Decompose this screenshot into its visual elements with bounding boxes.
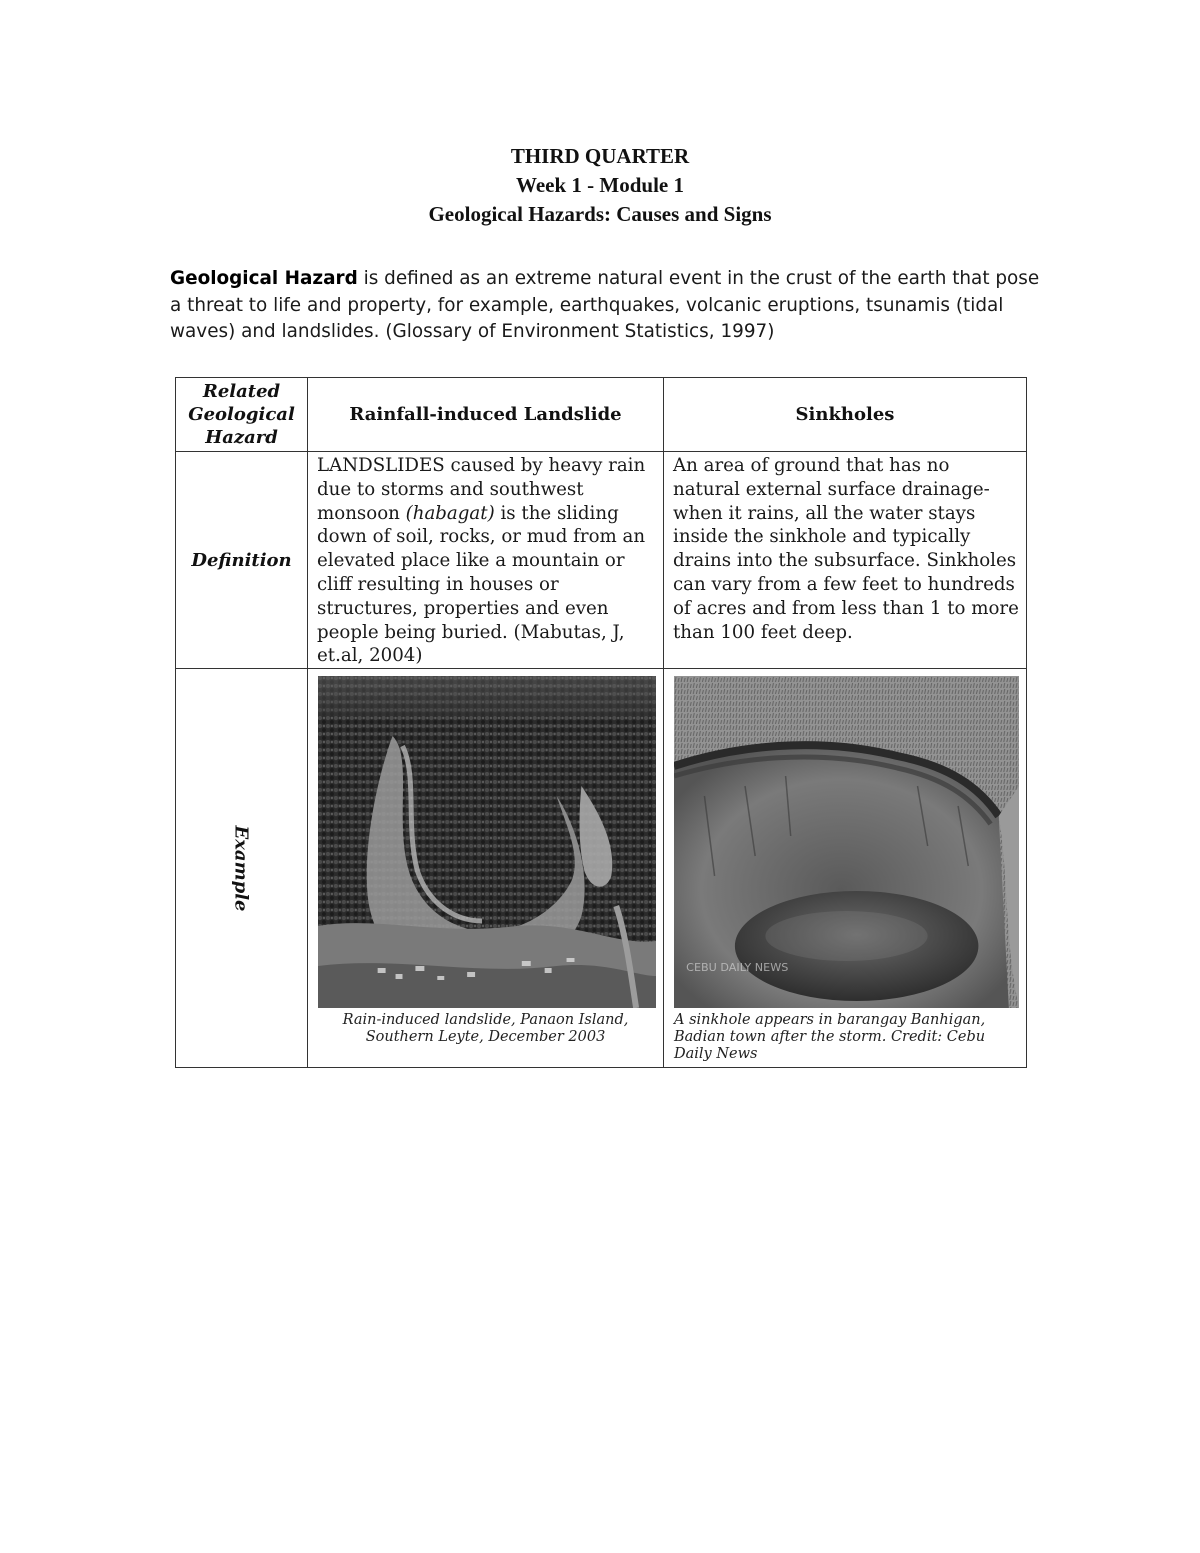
sinkhole-example-cell xyxy=(664,669,1027,1068)
header-sinkholes: Sinkholes xyxy=(664,378,1027,452)
definition-label: Definition xyxy=(176,452,308,669)
header-landslide: Rainfall-induced Landslide xyxy=(308,378,664,452)
hazards-table xyxy=(175,377,1027,1068)
sinkhole-watermark: CEBU DAILY NEWS xyxy=(686,961,789,975)
example-label: Example xyxy=(176,669,308,1068)
sinkhole-definition: An area of ground that has no natural external surface drainage- when it rains, all the water stays inside the sinkhole and typically drains into the subsurface. Sinkholes can vary from a few feet to hundreds of acres and from less than 1 to more than 100 feet deep. xyxy=(664,452,1027,669)
intro-paragraph xyxy=(170,266,1040,346)
landslide-example-cell xyxy=(308,669,664,1068)
definition-row xyxy=(176,452,1027,669)
heading-topic: Geological Hazards: Causes and Signs xyxy=(428,202,772,226)
landslide-caption: Rain-induced landslide, Panaon Island, Southern Leyte, December 2003 xyxy=(342,1012,629,1046)
landslide-photo xyxy=(318,676,656,1008)
table-header-row xyxy=(176,378,1027,452)
sinkhole-caption: A sinkhole appears in barangay Banhigan, Badian town after the storm. Credit: Cebu Daily News xyxy=(674,1012,986,1063)
intro-text: is defined as an extreme natural event in the crust of the earth that pose a threat to life and property, for example, earthquakes, volcanic eruptions, tsunamis (tidal waves) and landslides. (Glossary of Environment Statistics, 1997) xyxy=(170,268,1040,342)
intro-term: Geological Hazard xyxy=(170,268,358,289)
header-related-hazard: Related Geological Hazard xyxy=(176,378,308,452)
sinkhole-photo xyxy=(674,676,1019,1008)
page-heading xyxy=(0,142,1200,229)
landslide-definition: LANDSLIDES caused by heavy rain due to storms and southwest monsoon (habagat) is the sliding down of soil, rocks, or mud from an elevated place like a mountain or cliff resulting in houses or structures, properties and even people being buried. (Mabutas, J, et.al, 2004) xyxy=(308,452,664,669)
heading-quarter: THIRD QUARTER xyxy=(510,144,690,168)
example-row xyxy=(176,669,1027,1068)
heading-week-module: Week 1 - Module 1 xyxy=(516,173,684,197)
